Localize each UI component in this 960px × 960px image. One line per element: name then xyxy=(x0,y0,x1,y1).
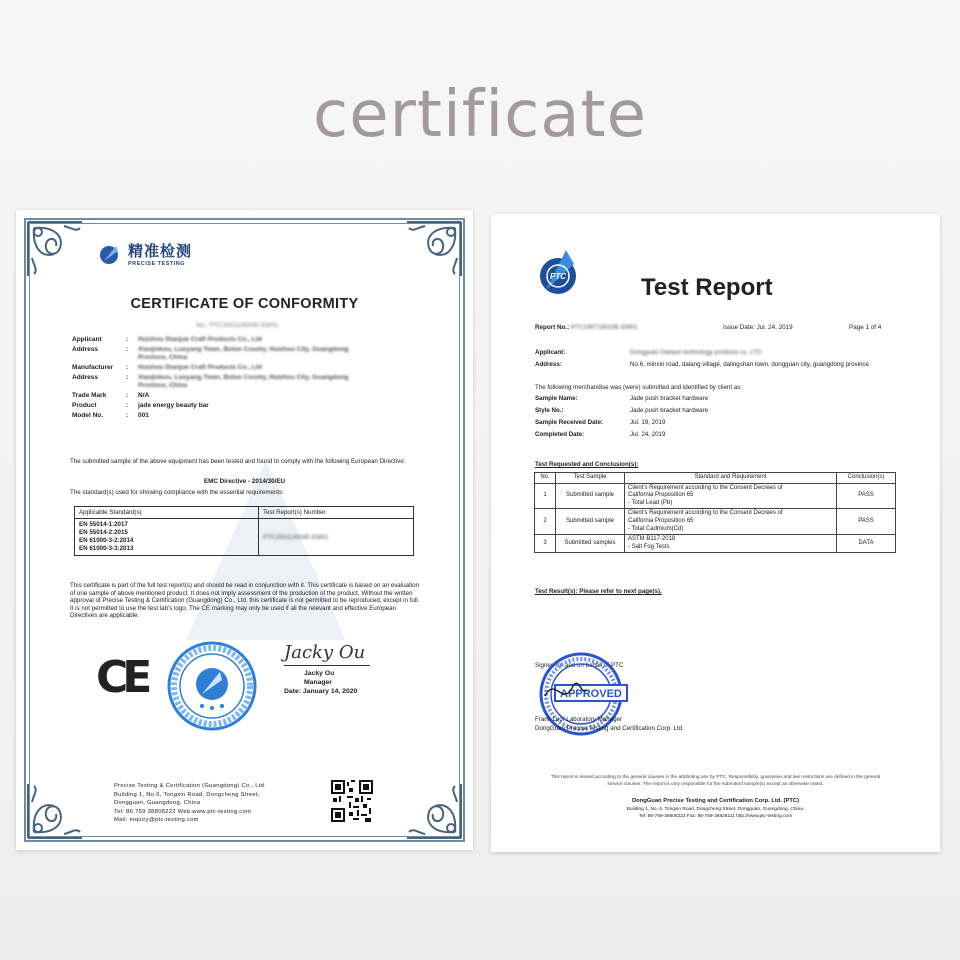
field-label: Address xyxy=(72,374,99,381)
report-number-cell xyxy=(259,519,414,556)
conclusion-table xyxy=(534,472,896,553)
standard-item: EN 61000-3-3:2013 xyxy=(79,545,134,552)
row-number: 3 xyxy=(535,535,556,553)
certificate-field-row xyxy=(72,392,368,400)
footer-line: Dongguan, Guangdong, China xyxy=(114,800,201,806)
report-number: PTC200113004E-EM01 xyxy=(263,533,329,541)
signed-for-line: Signed for and on behalf of PTC xyxy=(535,662,624,669)
certificate-intro: The submitted sample of the above equipment has been tested and found to comply with the following European Directive: xyxy=(70,458,406,465)
field-colon: : xyxy=(126,336,129,343)
page-heading: certificate xyxy=(313,78,647,152)
info-label: Style No.: xyxy=(535,407,564,414)
field-label: Model No. xyxy=(72,412,104,419)
report-number-value: PTC190718015E-EM01 xyxy=(571,324,638,331)
table-header: Conclusion(s) xyxy=(837,473,896,484)
sample-info-row xyxy=(535,407,708,414)
info-value: Jul. 24, 2019 xyxy=(630,431,666,438)
report-footer-company: DongGuan Precise Testing and Certification Corp. Ltd. (PTC) xyxy=(631,798,800,804)
row-standard xyxy=(625,509,837,535)
qr-code-icon xyxy=(331,780,373,822)
results-note: Test Result(s): Please refer to next page(s). xyxy=(535,588,662,595)
table-header: Test Sample xyxy=(556,473,625,484)
table-row xyxy=(535,509,896,535)
table-header: No. xyxy=(535,473,556,484)
signature-block xyxy=(284,642,370,696)
row-standard xyxy=(625,535,837,553)
standards-intro: The standard(s) used for showing compliance with the essential requirements: xyxy=(70,489,284,496)
standard-line: Client's Requirement according to the Consent Decrees of xyxy=(628,510,783,517)
row-sample: Submitted sample xyxy=(556,483,625,509)
certificate-field-row xyxy=(72,374,368,390)
standard-item: EN 55014-1:2017 xyxy=(79,521,128,528)
standard-item: EN 61000-3-2:2014 xyxy=(79,537,134,544)
certificate-field-row xyxy=(72,402,368,410)
row-result: PASS xyxy=(837,509,896,535)
field-colon: : xyxy=(126,374,129,381)
field-label: Trade Mark xyxy=(72,392,107,399)
row-sample: Submitted samples xyxy=(556,535,625,553)
table-header: Standard and Requirement xyxy=(625,473,837,484)
corner-ornament-icon xyxy=(24,218,86,280)
report-footer-address: Building 1, No. 6, Tongxin Road, Dongcheng Street, Dongguan, Guangdong, China. xyxy=(626,807,805,812)
footer-line: Building 1, No.6, Tongxin Road, Dongcheng Street, xyxy=(114,791,260,798)
signature-line xyxy=(284,665,370,666)
applicant-row xyxy=(535,349,761,356)
table-row xyxy=(535,483,896,509)
field-colon: : xyxy=(126,412,129,419)
field-label: Product xyxy=(72,402,97,409)
table-header: Applicable Standard(s) xyxy=(75,507,259,519)
stamp-text: APPROVED xyxy=(560,688,622,700)
directive-line: EMC Directive - 2014/30/EU xyxy=(203,478,286,485)
info-label: Completed Date: xyxy=(535,431,585,438)
report-number-label: Report No.: xyxy=(535,324,570,331)
address-value: No.6, minxin road, dalang village, dalingshan town, dongguan city, guangdong province xyxy=(630,361,869,368)
field-value: Xiaojinkou, Luoyang Town, Boluo County, Huizhou City, Guangdong Province, China xyxy=(138,374,349,389)
row-number: 1 xyxy=(535,483,556,509)
info-label: Sample Name: xyxy=(535,395,578,402)
info-value: Jade push bracket hardware xyxy=(630,395,709,402)
corner-ornament-icon xyxy=(403,218,465,280)
row-result: DATA xyxy=(837,535,896,553)
field-value: Xiaojinkou, Luoyang Town, Boluo County, Huizhou City, Guangdong Province, China xyxy=(138,346,349,361)
field-value: Huizhou Dianjue Craft Products Co., Ltd xyxy=(138,364,262,371)
row-standard xyxy=(625,483,837,509)
signer-title: Manager xyxy=(304,679,332,686)
ptc-logo-icon xyxy=(536,246,584,296)
certificate-date: Date: January 14, 2020 xyxy=(284,688,358,695)
certificate-footer xyxy=(114,782,266,825)
ptc-logo-text: PTC xyxy=(550,272,566,281)
row-sample: Submitted sample xyxy=(556,509,625,535)
standard-line: California Proposition 65 xyxy=(628,517,694,524)
footer-line: Mail: inquiry@ptc-testing.com xyxy=(114,817,199,823)
ce-mark: CE xyxy=(96,652,147,703)
report-fine-print: This report is issued according to the general clauses in the attributing use by PTC. Responsibility, guarantee and law restrictions are defined in the general service clauses. The report is only responsible for the submitted sample(s) except as otherwise noted. xyxy=(550,775,881,787)
table-row xyxy=(535,535,896,553)
standard-line: Client's Requirement according to the Consent Decrees of xyxy=(628,484,783,491)
applicant-value: Dongguan Dianjue technology products co. LTD xyxy=(630,349,762,356)
corner-ornament-icon xyxy=(24,780,86,842)
info-value: Jul. 19, 2019 xyxy=(630,419,666,426)
field-label: Applicant xyxy=(72,336,102,343)
certificate-field-row xyxy=(72,336,368,344)
field-value: N/A xyxy=(138,392,150,399)
footer-line: Precise Testing & Certification (Guangdong) Co., Ltd. xyxy=(114,783,267,789)
conclusion-label: Test Requested and Conclusion(s): xyxy=(535,461,639,468)
field-colon: : xyxy=(126,346,129,353)
standard-line: - Salt Fog Tests xyxy=(628,543,670,550)
sample-info-row xyxy=(535,419,665,426)
lab-manager-line: Frank Luo/ Laboratory Manager xyxy=(535,716,623,723)
precise-testing-logo xyxy=(98,240,192,267)
standards-cell xyxy=(75,519,259,556)
field-value: Huizhou Dianjue Craft Products Co., Ltd xyxy=(138,336,262,343)
field-value: jade energy beauty bar xyxy=(138,402,209,409)
address-row xyxy=(535,361,869,368)
field-colon: : xyxy=(126,402,129,409)
info-value: Jade push bracket hardware xyxy=(630,407,709,414)
sample-info-row xyxy=(535,395,708,402)
certificate-number: No.: PTC200113004E-EM01 xyxy=(196,322,279,329)
certificate-document xyxy=(16,210,473,850)
certificate-title: CERTIFICATE OF CONFORMITY xyxy=(130,296,359,312)
certificate-disclaimer: This certificate is part of the full test report(s) and should be read in conjunction with it. This certificate is based on an evaluation of one sample of above mentioned product. It does not imply assessment of the production of the product. Without the written approval of Precise Testing & Certification (Guangdong) Co., Ltd. this certificate is not permitted to be reproduced, except in full. It is not permitted to use the test lab's logo. The CE marking may only be used if all the relevant and effective European Directives are applicable. xyxy=(70,582,420,619)
logo-chinese-text: 精准检测 xyxy=(128,243,193,260)
certificate-field-row xyxy=(72,412,368,420)
corner-ornament-icon xyxy=(403,780,465,842)
report-number-line xyxy=(535,324,638,331)
test-report-document xyxy=(491,214,940,852)
info-label: Sample Received Date: xyxy=(535,419,604,426)
certificate-field-row xyxy=(72,346,368,362)
address-label: Address: xyxy=(535,361,562,368)
merchandise-note: The following merchandise was (were) submitted and identified by client as: xyxy=(535,384,743,391)
standard-line: ASTM B117-2018 xyxy=(628,536,676,543)
report-footer-contact: Tel: 86-769-38808222 Fax: 86-769-38826111 http://www.ptc-testing.com xyxy=(638,814,793,819)
standard-line: - Total Cadmium(Cd) xyxy=(628,525,684,532)
sample-info-row xyxy=(535,431,665,438)
logo-english-text: PRECISE TESTING xyxy=(128,261,186,267)
table-header: Test Report(s) Number xyxy=(259,507,414,519)
footer-line: Tel: 86 769 38808222 Web:www.ptc-testing.com xyxy=(114,808,252,815)
field-colon: : xyxy=(126,364,129,371)
field-label: Manufacturer xyxy=(72,364,114,371)
company-line: DongGuan Precise Testing and Certification Corp. Ltd. xyxy=(535,725,684,732)
certificate-seal-icon xyxy=(166,640,258,732)
field-value: 001 xyxy=(138,412,149,419)
logo-mark-icon xyxy=(98,243,124,265)
standards-table xyxy=(74,506,414,556)
handwritten-signature: Jacky Ou xyxy=(284,642,366,663)
report-title: Test Report xyxy=(641,274,773,301)
row-result: PASS xyxy=(837,483,896,509)
standard-item: EN 55014-2:2015 xyxy=(79,529,128,536)
standard-line: California Proposition 65 xyxy=(628,492,694,499)
signer-name: Jacky Ou xyxy=(304,670,335,677)
row-number: 2 xyxy=(535,509,556,535)
applicant-label: Applicant: xyxy=(535,349,566,356)
issue-date: Issue Date: Jul. 24, 2019 xyxy=(723,324,793,331)
field-colon: : xyxy=(126,392,129,399)
certificate-field-row xyxy=(72,364,368,372)
page-indicator: Page 1 of 4 xyxy=(849,324,882,331)
field-label: Address xyxy=(72,346,99,353)
standard-line: - Total Lead (Pb) xyxy=(628,499,673,506)
